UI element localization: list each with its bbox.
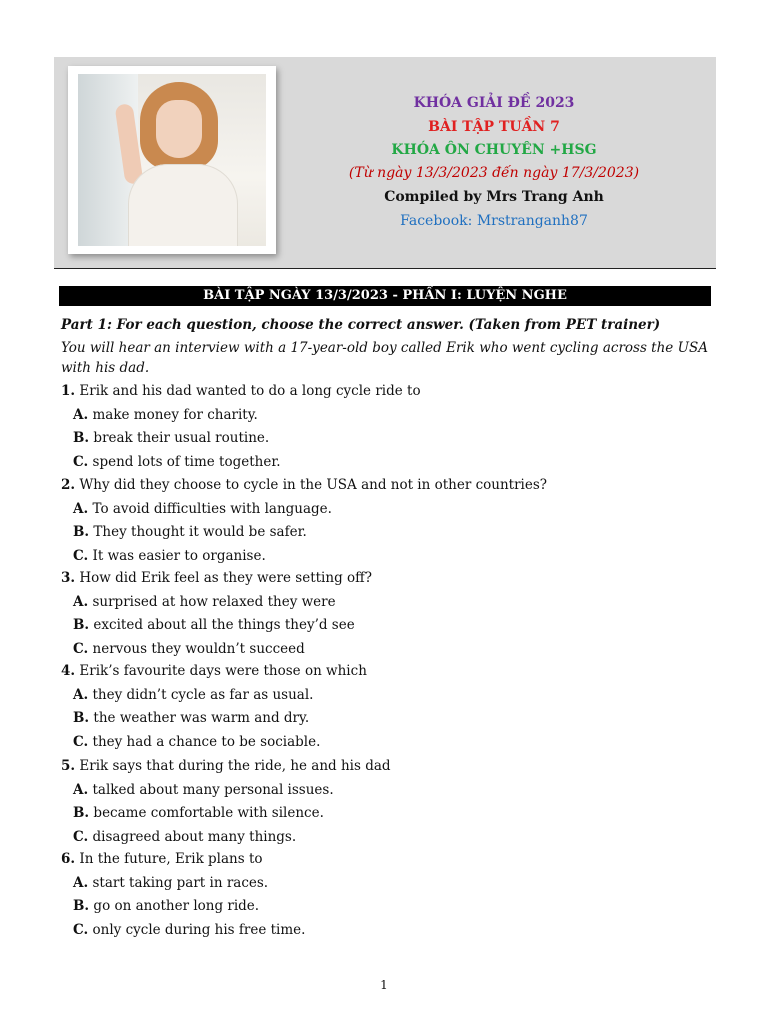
answer-option[interactable] bbox=[73, 896, 733, 916]
option-text: make money for charity. bbox=[92, 406, 258, 423]
answer-option[interactable] bbox=[73, 428, 733, 448]
option-text: disagreed about many things. bbox=[92, 828, 297, 845]
option-letter: C. bbox=[73, 547, 89, 564]
answer-option[interactable] bbox=[73, 827, 733, 847]
question-number: 3. bbox=[61, 570, 76, 586]
date-range: (Từ ngày 13/3/2023 đến ngày 17/3/2023) bbox=[348, 165, 640, 181]
question-number: 2. bbox=[61, 477, 76, 493]
option-letter: C. bbox=[73, 453, 89, 470]
option-letter: A. bbox=[73, 781, 89, 798]
option-letter: C. bbox=[73, 921, 89, 938]
answer-option[interactable] bbox=[73, 780, 733, 800]
teacher-photo bbox=[78, 74, 266, 246]
option-text: the weather was warm and dry. bbox=[93, 710, 310, 726]
option-letter: A. bbox=[73, 686, 89, 703]
option-text: they had a chance to be sociable. bbox=[92, 733, 321, 750]
answer-option[interactable] bbox=[73, 405, 733, 425]
option-letter: A. bbox=[73, 500, 89, 517]
question-text: Why did they choose to cycle in the USA and not in other countries? bbox=[79, 477, 548, 493]
answer-option[interactable] bbox=[73, 873, 733, 893]
option-letter: A. bbox=[73, 406, 89, 423]
option-letter: C. bbox=[73, 640, 89, 657]
option-text: surprised at how relaxed they were bbox=[92, 593, 336, 610]
answer-option[interactable] bbox=[73, 685, 733, 705]
question-6 bbox=[61, 849, 721, 869]
answer-option[interactable] bbox=[73, 452, 733, 472]
option-text: go on another long ride. bbox=[93, 898, 260, 914]
option-letter: B. bbox=[73, 524, 90, 540]
question-1 bbox=[61, 381, 721, 401]
question-number: 5. bbox=[61, 758, 76, 774]
option-letter: B. bbox=[73, 710, 90, 726]
option-text: only cycle during his free time. bbox=[92, 921, 306, 938]
question-number: 4. bbox=[61, 663, 76, 679]
option-letter: C. bbox=[73, 828, 89, 845]
compiled-by: Compiled by Mrs Trang Anh bbox=[384, 189, 604, 205]
section-title: BÀI TẬP NGÀY 13/3/2023 - PHẦN I: LUYỆN NGHE bbox=[59, 286, 711, 306]
program-title: KHÓA ÔN CHUYÊN +HSG bbox=[391, 142, 597, 158]
option-text: break their usual routine. bbox=[93, 430, 270, 446]
answer-option[interactable] bbox=[73, 592, 733, 612]
option-letter: C. bbox=[73, 733, 89, 750]
answer-option[interactable] bbox=[73, 639, 733, 659]
question-5 bbox=[61, 756, 721, 776]
option-letter: B. bbox=[73, 898, 90, 914]
option-text: start taking part in races. bbox=[92, 874, 269, 891]
part-intro: You will hear an interview with a 17-year-old boy called Erik who went cycling across the USA with his dad. bbox=[61, 340, 708, 376]
question-text: How did Erik feel as they were setting off? bbox=[79, 570, 372, 586]
question-number: 1. bbox=[61, 383, 76, 399]
answer-option[interactable] bbox=[73, 615, 733, 635]
question-2 bbox=[61, 475, 721, 495]
course-title: KHÓA GIẢI ĐỀ 2023 bbox=[413, 95, 575, 111]
option-letter: A. bbox=[73, 593, 89, 610]
option-letter: A. bbox=[73, 874, 89, 891]
option-text: they didn’t cycle as far as usual. bbox=[92, 686, 314, 703]
option-text: excited about all the things they’d see bbox=[93, 617, 355, 633]
question-text: In the future, Erik plans to bbox=[79, 851, 263, 867]
teacher-photo-frame bbox=[68, 66, 276, 254]
question-text: Erik’s favourite days were those on which bbox=[79, 663, 367, 679]
option-letter: B. bbox=[73, 617, 90, 633]
option-text: To avoid difficulties with language. bbox=[92, 500, 332, 517]
answer-option[interactable] bbox=[73, 803, 733, 823]
option-letter: B. bbox=[73, 805, 90, 821]
question-number: 6. bbox=[61, 851, 76, 867]
page-number: 1 bbox=[380, 978, 388, 992]
option-text: talked about many personal issues. bbox=[92, 781, 334, 798]
facebook-link[interactable]: Facebook: Mrstranganh87 bbox=[400, 213, 588, 229]
option-letter: B. bbox=[73, 430, 90, 446]
option-text: It was easier to organise. bbox=[92, 547, 266, 564]
question-text: Erik says that during the ride, he and his dad bbox=[79, 758, 391, 774]
part-instruction: Part 1: For each question, choose the correct answer. (Taken from PET trainer) bbox=[61, 317, 661, 333]
option-text: became comfortable with silence. bbox=[93, 805, 324, 821]
header-divider bbox=[54, 268, 716, 269]
answer-option[interactable] bbox=[73, 499, 733, 519]
answer-option[interactable] bbox=[73, 708, 733, 728]
answer-option[interactable] bbox=[73, 522, 733, 542]
question-text: Erik and his dad wanted to do a long cycle ride to bbox=[79, 383, 421, 399]
option-text: spend lots of time together. bbox=[92, 453, 281, 470]
option-text: They thought it would be safer. bbox=[93, 524, 307, 540]
question-4 bbox=[61, 661, 721, 681]
week-title: BÀI TẬP TUẦN 7 bbox=[428, 119, 560, 135]
answer-option[interactable] bbox=[73, 546, 733, 566]
answer-option[interactable] bbox=[73, 920, 733, 940]
question-3 bbox=[61, 568, 721, 588]
option-text: nervous they wouldn’t succeed bbox=[92, 640, 305, 657]
answer-option[interactable] bbox=[73, 732, 733, 752]
header-banner bbox=[54, 57, 716, 269]
